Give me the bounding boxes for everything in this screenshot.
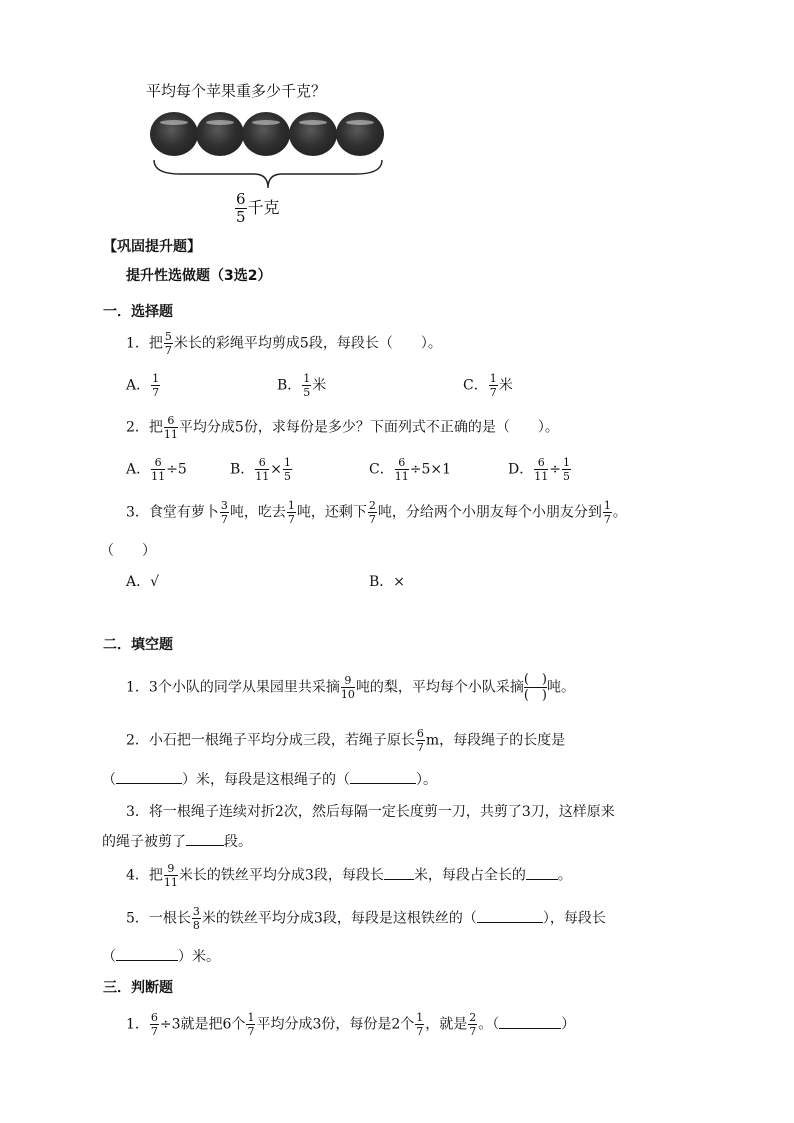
- answer-blank[interactable]: [116, 948, 178, 961]
- choice-q3: 3．食堂有萝卜 $\frac{3}{7}$ 吨，吃去 $\frac{1}{7}$ 吨，还剩下 $\frac{2}{7}$ 吨，分给两个小朋友每个小朋友分到 $\frac{1}{7}$ 。: [126, 499, 627, 526]
- apple-image: [196, 112, 244, 156]
- total-weight: [234, 192, 280, 225]
- fill-q2-line2: （ ）米，每段是这根绳子的（ ）。: [102, 772, 437, 788]
- answer-blank[interactable]: [350, 771, 416, 784]
- intro-question: 平均每个苹果重多少千克？: [146, 82, 327, 100]
- answer-fraction-blank[interactable]: $\frac{( )}{( )}$: [523, 672, 547, 703]
- answer-blank[interactable]: [477, 910, 543, 923]
- apple-image: [289, 112, 337, 156]
- choice-q1: 1．把 $\frac{5}{7}$ 米长的彩绳平均剪成5段，每段长（ ）。: [126, 330, 442, 357]
- answer-blank[interactable]: [499, 1016, 561, 1029]
- answer-blank[interactable]: [384, 867, 414, 880]
- choice-q3-option-b[interactable]: B．×: [369, 574, 406, 590]
- part3-title: 三．判断题: [103, 980, 173, 996]
- choice-q2-option-a[interactable]: A． $\frac{6}{11}$ ÷5: [126, 456, 187, 483]
- choice-q1-option-c[interactable]: C． $\frac{1}{7}$ 米: [463, 372, 513, 399]
- weight-unit: 千克: [247, 198, 280, 217]
- section-subheader: 提升性选做题（3选2）: [126, 268, 272, 284]
- choice-q3-option-a[interactable]: A．√: [126, 574, 160, 590]
- answer-blank[interactable]: [186, 833, 224, 846]
- fill-q3-line2: 的绳子被剪了 段。: [102, 834, 252, 850]
- choice-q1-option-a[interactable]: A． $\frac{1}{7}$: [126, 372, 160, 399]
- judge-q1: 1． $\frac{6}{7}$ ÷3就是把6个 $\frac{1}{7}$ 平均分成3份，每份是2个 $\frac{1}{7}$ ，就是 $\frac{2}{7}$ 。（ ）: [126, 1011, 576, 1038]
- fill-q4: 4．把 $\frac{9}{11}$ 米长的铁丝平均分成3段，每段长 米，每段占全长的 。: [126, 862, 572, 889]
- answer-blank[interactable]: [116, 771, 182, 784]
- choice-q1-option-b[interactable]: B． $\frac{1}{5}$ 米: [277, 372, 327, 399]
- apple-image: [242, 112, 290, 156]
- part1-title: 一．选择题: [103, 304, 173, 320]
- fill-q5: 5．一根长 $\frac{3}{8}$ 米的铁丝平均分成3段，每段是这根铁丝的（ ），每段长: [126, 905, 606, 932]
- section-header: 【巩固提升题】: [103, 239, 201, 255]
- weight-numerator: 6: [236, 190, 246, 208]
- choice-q2-option-b[interactable]: B． $\frac{6}{11}$ × $\frac{1}{5}$: [230, 456, 292, 483]
- apple-image: [336, 112, 384, 156]
- choice-q2: 2．把 $\frac{6}{11}$ 平均分成5份，求每份是多少？下面列式不正确的是（ ）。: [126, 414, 559, 441]
- fill-q2: 2．小石把一根绳子平均分成三段，若绳子原长 $\frac{6}{7}$ m，每段绳子的长度是: [126, 727, 566, 754]
- brace-icon: [150, 158, 390, 194]
- fill-q3: 3．将一根绳子连续对折2次，然后每隔一定长度剪一刀，共剪了3刀，这样原来: [126, 804, 615, 820]
- part2-title: 二．填空题: [103, 637, 173, 653]
- choice-q2-option-c[interactable]: C． $\frac{6}{11}$ ÷5×1: [369, 456, 451, 483]
- fill-q5-line2: （ ）米。: [102, 949, 220, 965]
- answer-blank[interactable]: [526, 867, 558, 880]
- fill-q1: 1．3个小队的同学从果园里共采摘 $\frac{9}{10}$ 吨的梨，平均每个小队采摘 $\frac{( )}{( )}$ 吨。: [126, 672, 575, 703]
- choice-q3-answer-paren[interactable]: （ ）: [100, 543, 156, 559]
- weight-denominator: 5: [236, 208, 246, 226]
- choice-q2-option-d[interactable]: D． $\frac{6}{11}$ ÷ $\frac{1}{5}$: [508, 456, 570, 483]
- apple-image: [150, 112, 198, 156]
